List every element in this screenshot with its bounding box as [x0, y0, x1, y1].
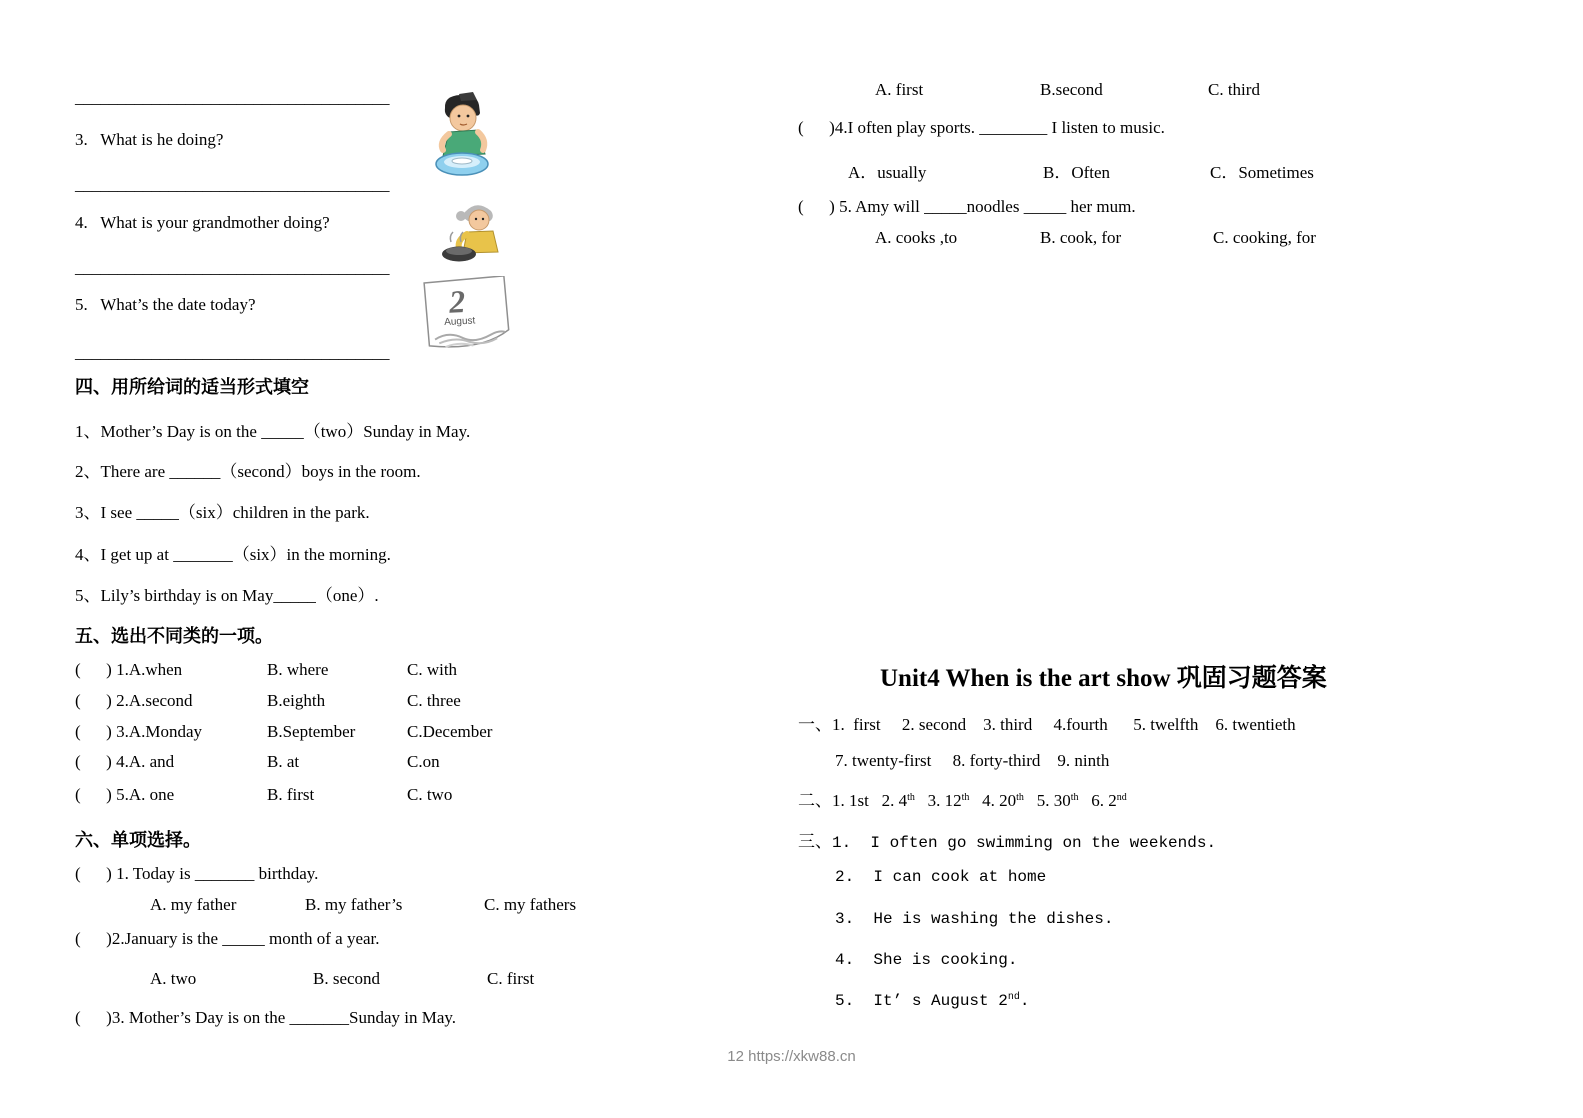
answer-blank-line: _____________________________________ [75, 258, 390, 277]
answer-line-three-4: 4. She is cooking. [835, 951, 1018, 969]
ordinal-text: 5. 30 [1023, 791, 1071, 810]
option-c: C. third [1208, 80, 1260, 99]
ordinal-text: 6. 2 [1078, 791, 1117, 810]
ordinal-suffix: nd [1007, 992, 1020, 1003]
mc-question-5: ( ) 5. Amy will _____noodles _____ her mum. [798, 197, 1136, 216]
question-3: 3. What is he doing? [75, 130, 224, 149]
mc-question-5-options [798, 228, 1438, 248]
mc-question-1: ( ) 1. Today is _______ birthday. [75, 864, 319, 883]
choice-option-a: ( ) 4.A. and [75, 752, 175, 771]
fill-item-3: 3、I see _____（six）children in the park. [75, 503, 370, 522]
mc-question-1-options [75, 895, 576, 915]
calendar-day: 2 [448, 282, 467, 320]
option-c: C．Sometimes [1210, 163, 1314, 182]
choice-option-b: B. at [267, 752, 300, 771]
choice-row-5 [75, 785, 452, 805]
answer-line-three-1 [798, 827, 1216, 852]
right-column [798, 78, 1438, 338]
answer-line-three-3: 3. He is washing the dishes. [835, 910, 1114, 928]
choice-option-c: C.December [407, 722, 493, 741]
answer-sentence-end: . [1019, 992, 1030, 1010]
choice-option-c: C. two [407, 785, 453, 804]
option-c: C. cooking, for [1213, 228, 1316, 247]
choice-option-b: B. where [267, 660, 329, 679]
calendar-month: August [443, 315, 476, 329]
ordinal-text: 二、1. 1st 2. 4 [798, 791, 908, 810]
answer-key-title: Unit4 When is the art show 巩固习题答案 [880, 665, 1327, 692]
fill-item-4: 4、I get up at _______（six）in the morning. [75, 545, 391, 564]
ordinal-text: 4. 20 [969, 791, 1017, 810]
option-a: A. two [150, 969, 197, 988]
boy-washing-dishes-illustration [415, 92, 507, 180]
answer-key-section [798, 658, 1458, 1058]
fill-item-1: 1、Mother’s Day is on the _____（two）Sunday in May. [75, 422, 471, 441]
answer-line-one: 一、1. first 2. second 3. third 4.fourth 5. twelfth 6. twentieth [798, 715, 1296, 734]
option-c: C. first [487, 969, 535, 988]
mc-question-4: ( )4.I often play sports. ________ I listen to music. [798, 118, 1165, 137]
choice-option-b: B.September [267, 722, 356, 741]
mc-question-2-options [75, 969, 534, 989]
ordinal-suffix: th [1070, 792, 1079, 803]
choice-row-4 [75, 752, 440, 772]
section-6-heading: 六、单项选择。 [75, 830, 201, 850]
left-column [75, 85, 615, 1085]
option-a: A．usually [848, 163, 927, 182]
choice-option-a: ( ) 2.A.second [75, 691, 193, 710]
choice-row-3 [75, 722, 492, 742]
mc-question-2: ( )2.January is the _____ month of a year. [75, 929, 380, 948]
answer-line-three-2: 2. I can cook at home [835, 868, 1047, 886]
answer-sentence: 1. I often go swimming on the weekends. [832, 834, 1217, 852]
mc-question-3: ( )3. Mother’s Day is on the _______Sunday in May. [75, 1008, 457, 1027]
question-4: 4. What is your grandmother doing? [75, 213, 330, 232]
ordinal-suffix: nd [1116, 792, 1127, 803]
choice-option-b: B.eighth [267, 691, 326, 710]
choice-option-c: C. with [407, 660, 458, 679]
section-4-heading: 四、用所给词的适当形式填空 [75, 377, 309, 397]
section-5-heading: 五、选出不同类的一项。 [75, 626, 273, 646]
option-a: A. cooks ,to [875, 228, 958, 247]
answer-blank-line: _____________________________________ [75, 88, 390, 107]
grandmother-cooking-illustration [437, 202, 509, 264]
answer-line-one-continued: 7. twenty-first 8. forty-third 9. ninth [835, 751, 1110, 770]
ordinal-suffix: th [961, 792, 970, 803]
choice-row-2 [75, 691, 461, 711]
option-b: B.second [1040, 80, 1103, 99]
mc-question-3-options [798, 80, 1438, 100]
choice-option-b: B. first [267, 785, 315, 804]
choice-option-c: C. three [407, 691, 461, 710]
answer-line-two-ordinals [798, 786, 1127, 811]
choice-option-a: ( ) 3.A.Monday [75, 722, 203, 741]
answer-blank-line: _____________________________________ [75, 343, 390, 362]
calendar-page-illustration [408, 276, 520, 360]
answer-line-three-5 [835, 992, 1029, 1010]
choice-option-c: C.on [407, 752, 440, 771]
fill-item-5: 5、Lily’s birthday is on May_____（one）. [75, 586, 379, 605]
fill-item-2: 2、There are ______（second）boys in the room. [75, 462, 421, 481]
section-prefix: 三、 [798, 832, 832, 851]
option-c: C. my fathers [484, 895, 577, 914]
option-a: A. first [875, 80, 924, 99]
page-footer [0, 1048, 1583, 1065]
choice-option-a: ( ) 5.A. one [75, 785, 175, 804]
ordinal-suffix: th [907, 792, 915, 803]
option-b: B. second [313, 969, 381, 988]
ordinal-text: 3. 12 [914, 791, 962, 810]
answer-sentence: 5. It’ s August 2 [835, 992, 1008, 1010]
option-a: A. my father [150, 895, 237, 914]
choice-option-a: ( ) 1.A.when [75, 660, 183, 679]
ordinal-suffix: th [1016, 792, 1024, 803]
option-b: B. cook, for [1040, 228, 1122, 247]
question-5: 5. What’s the date today? [75, 295, 256, 314]
footer-text: 12 https://xkw88.cn [727, 1048, 856, 1065]
option-b: B．Often [1043, 163, 1111, 182]
answer-blank-line: _____________________________________ [75, 175, 390, 194]
mc-question-4-options [798, 158, 1438, 183]
choice-row-1 [75, 660, 457, 680]
option-b: B. my father’s [305, 895, 403, 914]
